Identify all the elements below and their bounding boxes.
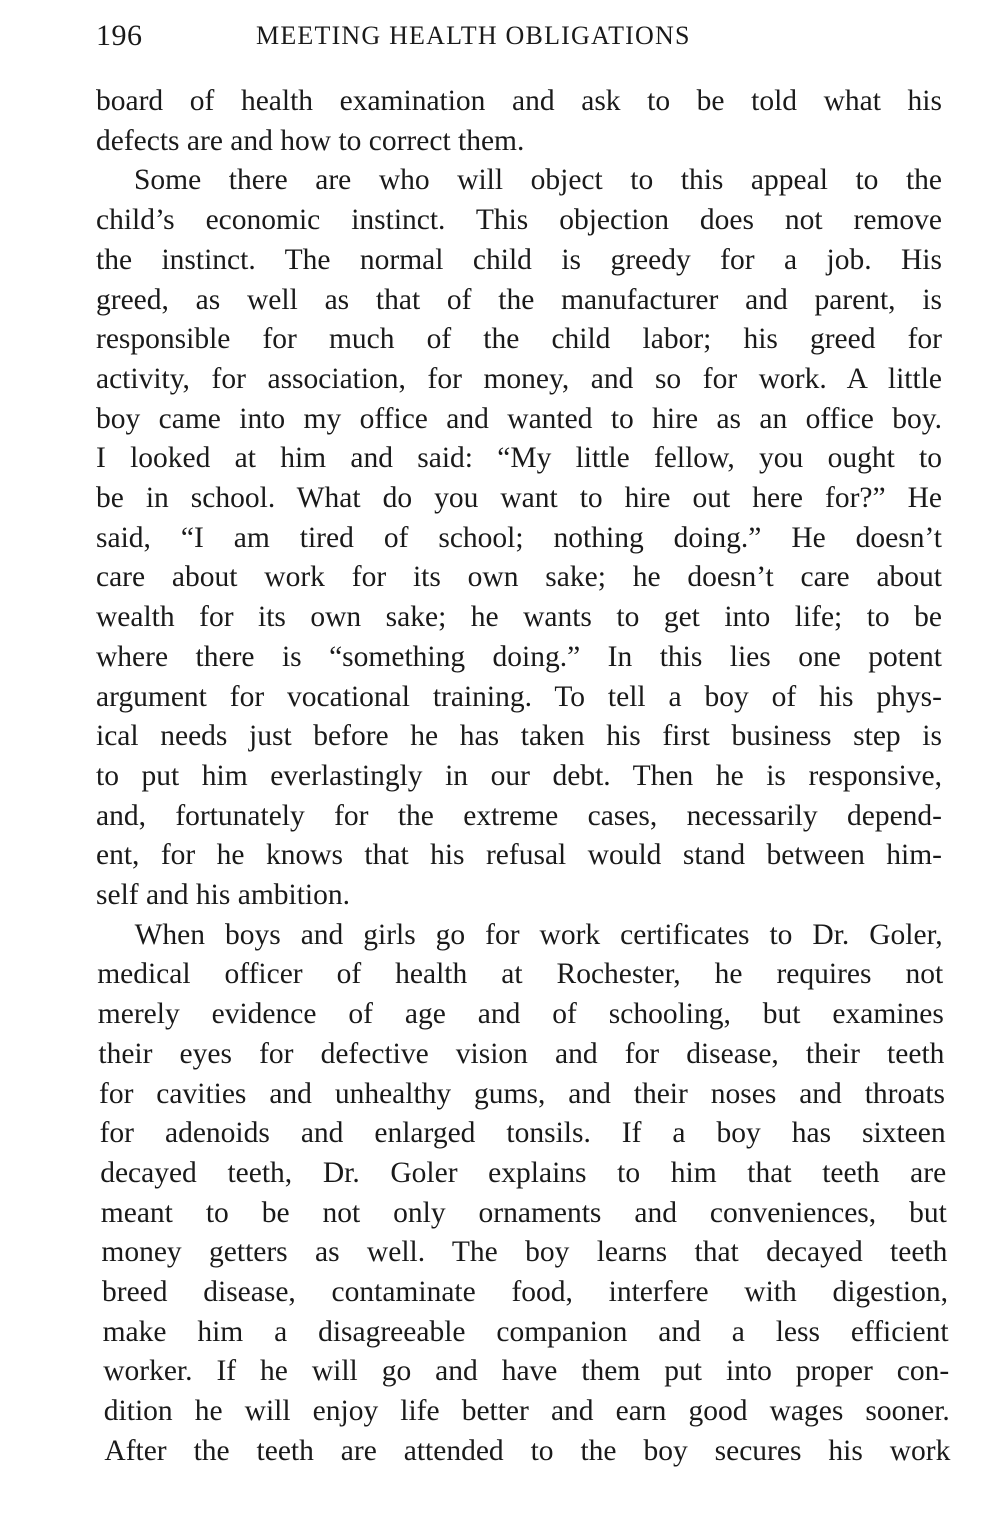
paragraph-first-line: Some there are who will object to this appeal to the <box>134 164 942 197</box>
text-line: meant to be not only ornaments and conveniences, but <box>100 1196 947 1229</box>
text-line: argument for vocational training. To tell a boy of his phys- <box>96 680 942 713</box>
text-line: their eyes for defective vision and for disease, their teeth <box>98 1037 945 1070</box>
text-line: wealth for its own sake; he wants to get into life; to be <box>96 601 942 634</box>
text-line: to put him everlastingly in our debt. Then he is responsive, <box>96 759 942 792</box>
text-line: After the teeth are attended to the boy secures his work <box>104 1434 951 1467</box>
text-line: defects are and how to correct them. <box>96 124 525 157</box>
text-line: for cavities and unhealthy gums, and their noses and throats <box>99 1077 945 1110</box>
text-line: self and his ambition. <box>96 879 350 911</box>
running-head <box>96 18 796 58</box>
text-line: worker. If he will go and have them put into proper con- <box>103 1355 950 1388</box>
text-line: care about work for its own sake; he doesn’t care about <box>96 561 942 594</box>
text-line: be in school. What do you want to hire out here for?” He <box>96 482 942 514</box>
text-line: medical officer of health at Rochester, he requires not <box>97 958 944 991</box>
text-line: ent, for he knows that his refusal would stand between him- <box>96 839 942 872</box>
text-line: boy came into my office and wanted to hire as an office boy. <box>96 402 942 435</box>
text-line: and, fortunately for the extreme cases, necessarily depend- <box>96 799 942 832</box>
paragraph-first-line: When boys and girls go for work certificates to Dr. Goler, <box>134 918 943 951</box>
page-number: 196 <box>96 19 143 52</box>
text-line: activity, for association, for money, and so for work. A little <box>96 362 942 395</box>
text-line: board of health examination and ask to be told what his <box>96 85 942 117</box>
text-line: said, “I am tired of school; nothing doing.” He doesn’t <box>96 521 942 554</box>
text-line: the instinct. The normal child is greedy for a job. His <box>96 243 942 276</box>
text-line: ical needs just before he has taken his first business step is <box>96 720 942 753</box>
running-title: MEETING HEALTH OBLIGATIONS <box>256 21 691 50</box>
text-line: money getters as well. The boy learns that decayed teeth <box>101 1236 948 1269</box>
text-line: decayed teeth, Dr. Goler explains to him that teeth are <box>100 1156 947 1189</box>
text-line: responsible for much of the child labor; his greed for <box>96 323 942 356</box>
text-line: make him a disagreeable companion and a less efficient <box>102 1315 949 1348</box>
text-line: merely evidence of age and of schooling, but examines <box>97 998 944 1031</box>
text-line: I looked at him and said: “My little fellow, you ought to <box>96 442 942 475</box>
text-line: greed, as well as that of the manufacturer and parent, is <box>96 283 942 316</box>
text-line: dition he will enjoy life better and earn good wages sooner. <box>103 1395 950 1428</box>
text-line: breed disease, contaminate food, interfere with digestion, <box>102 1276 948 1308</box>
text-line: where there is “something doing.” In this lies one potent <box>96 640 942 673</box>
text-line: child’s economic instinct. This objection does not remove <box>96 204 942 237</box>
text-line: for adenoids and enlarged tonsils. If a boy has sixteen <box>99 1117 946 1150</box>
